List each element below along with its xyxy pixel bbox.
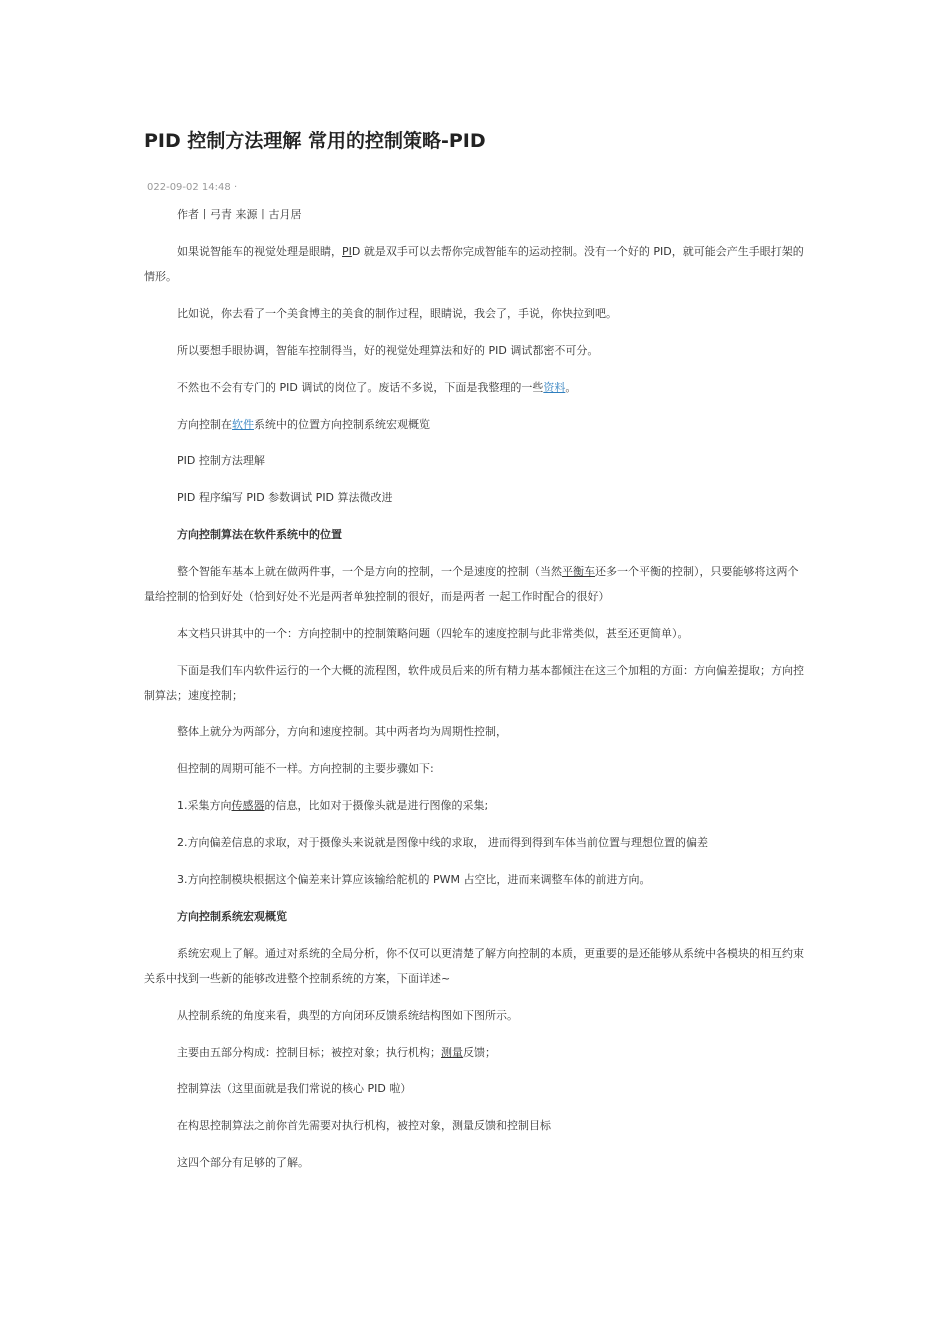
paragraph-scope: 本文档只讲其中的一个：方向控制中的控制策略问题（四轮车的速度控制与此非常类似，甚至还更简单）。 <box>177 627 689 640</box>
publish-date: 022-09-02 14:48 <box>147 182 231 193</box>
paragraph-overview: 系统宏观上了解。通过对系统的全局分析，你不仅可以更清楚了解方向控制的本质，更重要的是还能够从系统中各模块的相互约束关系中找到一些新的能够改进整个控制系统的方案，下面详述~ <box>144 947 804 985</box>
paragraph-resources: 不然也不会有专门的 PID 调试的岗位了。废话不多说，下面是我整理的一些资料。 <box>177 381 577 394</box>
paragraph-structure: 从控制系统的角度来看，典型的方向闭环反馈系统结构图如下图所示。 <box>177 1009 518 1022</box>
toc-item-1: 方向控制在软件系统中的位置方向控制系统宏观概览 <box>177 418 430 431</box>
paragraph-two-parts: 整体上就分为两部分，方向和速度控制。其中两者均为周期性控制， <box>177 725 507 738</box>
article-title: PID 控制方法理解 常用的控制策略-PID <box>144 130 486 152</box>
resources-link[interactable]: 资料 <box>543 381 566 394</box>
paragraph-algorithm: 控制算法（这里面就是我们常说的核心 PID 啦） <box>177 1082 412 1095</box>
paragraph-five-parts: 主要由五部分构成：控制目标；被控对象；执行机构；测量反馈； <box>177 1046 496 1059</box>
paragraph-understanding: 这四个部分有足够的了解。 <box>177 1156 309 1169</box>
section-heading-overview: 方向控制系统宏观概览 <box>177 910 287 923</box>
software-link[interactable]: 软件 <box>232 418 254 431</box>
toc-item-2: PID 控制方法理解 <box>177 454 265 467</box>
meta-dot: · <box>233 182 238 193</box>
paragraph-intro: 如果说智能车的视觉处理是眼睛，PID 就是双手可以去帮你完成智能车的运动控制。没有一个好的 PID，就可能会产生手眼打架的情形。 <box>144 245 804 283</box>
section-heading-position: 方向控制算法在软件系统中的位置 <box>177 528 342 541</box>
step-2: 2.方向偏差信息的求取，对于摄像头来说就是图像中线的求取， 进而得到得到车体当前位置与理想位置的偏差 <box>177 836 708 849</box>
sensor-term: 传感器 <box>231 799 265 812</box>
paragraph-before-algorithm: 在构思控制算法之前你首先需要对执行机构，被控对象，测量反馈和控制目标 <box>177 1119 551 1132</box>
step-1: 1.采集方向传感器的信息，比如对于摄像头就是进行图像的采集; <box>177 799 489 812</box>
paragraph-coordination: 所以要想手眼协调，智能车控制得当，好的视觉处理算法和好的 PID 调试都密不可分。 <box>177 344 599 357</box>
measurement-term: 测量 <box>441 1046 463 1059</box>
step-3: 3.方向控制模块根据这个偏差来计算应该输给舵机的 PWM 占空比，进而来调整车体的前进方向。 <box>177 873 651 886</box>
paragraph-two-tasks: 整个智能车基本上就在做两件事，一个是方向的控制，一个是速度的控制（当然平衡车还多一个平衡的控制），只要能够将这两个量给控制的恰到好处（恰到好处不光是两者单独控制的很好，而是两者 一起工作时配合的很好） <box>144 565 799 603</box>
toc-item-3: PID 程序编写 PID 参数调试 PID 算法微改进 <box>177 491 393 504</box>
article-meta <box>147 182 237 193</box>
author-source: 作者丨弓青 来源丨古月居 <box>177 208 302 221</box>
paragraph-example: 比如说，你去看了一个美食博主的美食的制作过程，眼睛说，我会了，手说，你快拉到吧。 <box>177 307 617 320</box>
paragraph-steps-intro: 但控制的周期可能不一样。方向控制的主要步骤如下: <box>177 762 434 775</box>
balance-car-term: 平衡车 <box>562 565 595 578</box>
pid-term: PI <box>342 245 352 258</box>
paragraph-flowchart: 下面是我们车内软件运行的一个大概的流程图，软件成员后来的所有精力基本都倾注在这三个加粗的方面：方向偏差提取；方向控制算法；速度控制； <box>144 664 804 702</box>
